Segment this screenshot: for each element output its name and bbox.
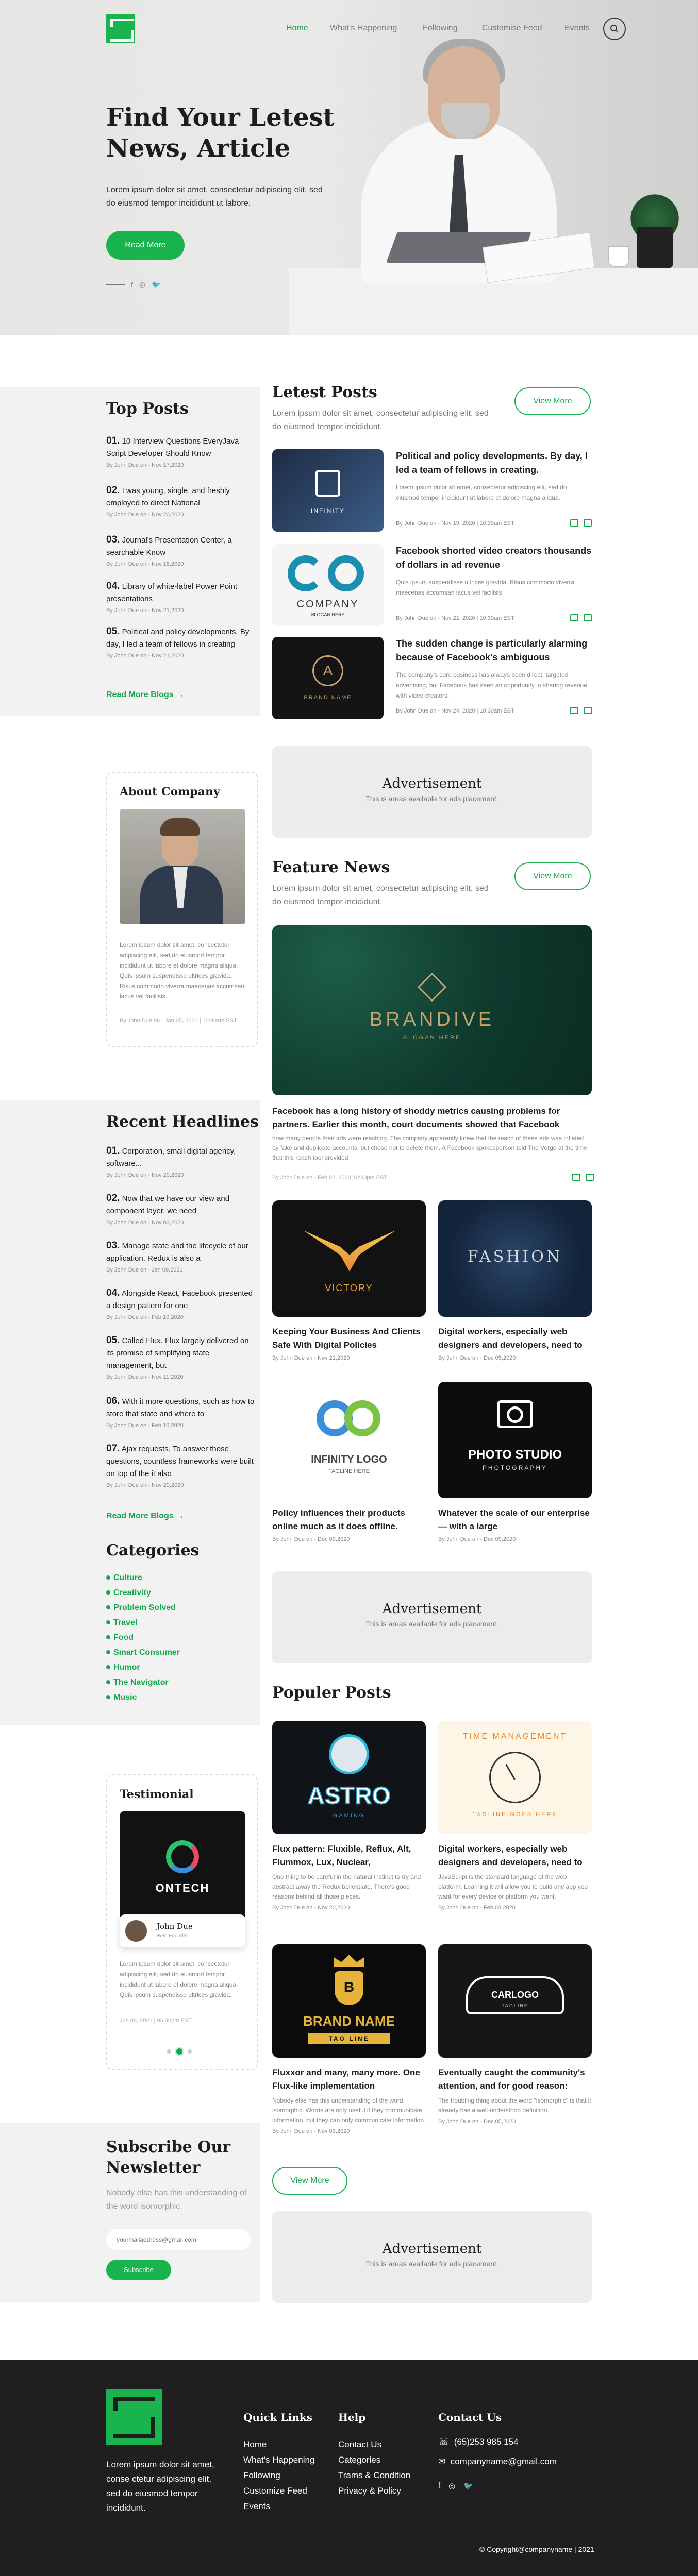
card-title: Whatever the scale of our enterprise — with a large bbox=[438, 1508, 590, 1531]
post-number: 02. bbox=[106, 485, 120, 496]
card-logo-sub: PHOTOGRAPHY bbox=[482, 1464, 548, 1471]
card-logo-sub: TAGLINE HERE bbox=[328, 1468, 370, 1475]
twitter-icon[interactable]: 🐦 bbox=[463, 2482, 473, 2490]
card-logo-text: TIME MANAGEMENT bbox=[462, 1732, 568, 1741]
footer-link-events[interactable]: Events bbox=[243, 2501, 270, 2511]
latest-posts-subtitle: Lorem ipsum dolor sit amet, consectetur adipiscing elit, sed do eiusmod tempor incididunt. bbox=[272, 409, 489, 431]
subscribe-text: Nobody else has this understanding of the word isomorphic. bbox=[106, 2189, 247, 2211]
instagram-icon[interactable]: ◎ bbox=[448, 2482, 456, 2490]
footer-quick-links-title: Quick Links bbox=[243, 2411, 312, 2424]
company-logo-g-icon bbox=[288, 555, 324, 591]
post-meta: By John Due on - Nov 20,2020 bbox=[106, 1172, 184, 1178]
footer-email[interactable] bbox=[438, 2456, 557, 2467]
feature-main-title[interactable]: Facebook has a long history of shoddy metrics causing problems for partners. Earlier this month, court documents showed that Facebook bbox=[272, 1106, 560, 1129]
hero-cup bbox=[608, 246, 629, 267]
comment-icon[interactable] bbox=[570, 519, 578, 527]
ad-title: Advertisement bbox=[382, 776, 482, 791]
headline-item[interactable] bbox=[106, 1395, 256, 1429]
post-title: Corporation, small digital agency, software... bbox=[106, 1147, 236, 1168]
top-post-item[interactable] bbox=[106, 625, 256, 659]
card-logo-sub: TAG LINE bbox=[308, 2033, 390, 2044]
category-humor[interactable]: Humor bbox=[106, 1660, 180, 1675]
footer-link-customize-feed[interactable]: Customize Feed bbox=[243, 2486, 307, 2496]
pagination-dot[interactable] bbox=[167, 2049, 171, 2054]
shield-icon: B bbox=[335, 1971, 363, 2005]
comment-icon[interactable] bbox=[570, 707, 578, 714]
latest-news-item[interactable] bbox=[272, 449, 592, 533]
feature-news-title: Feature News bbox=[272, 858, 390, 876]
card-logo-text: VICTORY bbox=[325, 1283, 373, 1293]
about-text: Lorem ipsum dolor sit amet, consectetur adipiscing elit, sed do eiusmod tempor incididunt ut labore et dolore magna aliqua. Quis ipsum suspendisse ultrices gravida. Risus commodo viverra maecenas accumsan lacus vel facilisis. bbox=[120, 941, 245, 1000]
hero-social-links bbox=[106, 280, 161, 289]
post-meta: By John Due on - Nov 20,2020 bbox=[106, 1482, 184, 1488]
top-post-item[interactable] bbox=[106, 580, 256, 614]
news-title: Facebook shorted video creators thousands of dollars in ad revenue bbox=[396, 546, 592, 570]
card-image bbox=[438, 1382, 592, 1498]
latest-view-more-button[interactable]: View More bbox=[514, 387, 591, 415]
ad-text: This is areas available for ads placement. bbox=[365, 1620, 498, 1628]
card-logo-text: BRAND NAME bbox=[303, 2013, 395, 2029]
footer-link-terms[interactable]: Trams & Condition bbox=[338, 2470, 411, 2480]
search-button[interactable] bbox=[603, 18, 626, 40]
search-icon bbox=[610, 24, 619, 33]
advertisement-box bbox=[272, 2211, 592, 2303]
post-number: 04. bbox=[106, 1287, 120, 1298]
news-title: The sudden change is particularly alarming because of Facebook's ambiguous bbox=[396, 638, 588, 663]
footer-about-text: Lorem ipsum dolor sit amet, conse ctetur adipiscing elit, sed do eiusmod tempor incididunt. bbox=[106, 2460, 214, 2513]
share-icon[interactable] bbox=[586, 1174, 594, 1181]
nav-customise-feed[interactable]: Customise Feed bbox=[482, 24, 542, 32]
post-title: Library of white-label Power Point presentations bbox=[106, 582, 238, 603]
read-more-label: Read More Blogs bbox=[106, 690, 174, 699]
read-more-label: Read More Blogs bbox=[106, 1512, 174, 1520]
news-meta: By John Due on - Nov 24, 2020 | 10:30am EST bbox=[396, 708, 514, 714]
card-meta: By John Due on - Nov 03,2020 bbox=[272, 2128, 350, 2134]
card-title: Flux pattern: Fluxible, Reflux, Alt, Flummox, Lux, Nuclear, bbox=[272, 1844, 411, 1867]
hero-read-more-button[interactable]: Read More bbox=[106, 231, 185, 260]
subscribe-button[interactable]: Subscribe bbox=[106, 2260, 171, 2280]
post-number: 03. bbox=[106, 1240, 120, 1251]
ad-title: Advertisement bbox=[382, 1601, 482, 1617]
card-logo-text: CARLOGO bbox=[491, 1990, 539, 2000]
feature-main-meta: By John Due on - Feb 02, 2020 10:30pm EST bbox=[272, 1175, 388, 1181]
phone-icon: ☏ bbox=[438, 2437, 450, 2447]
clock-icon bbox=[489, 1752, 541, 1803]
post-title: Manage state and the lifecycle of our application. Redux is also a bbox=[106, 1242, 248, 1263]
testimonial-meta: Jun 08, 2021 | 06:30pm EST bbox=[120, 2018, 192, 2024]
card-logo-text: ASTRO bbox=[307, 1782, 391, 1809]
post-meta: By John Due on - Feb 10,2020 bbox=[106, 1422, 184, 1429]
footer-copyright: © Copyright@companyname | 2021 bbox=[479, 2545, 594, 2553]
thumbnail-logo-text: COMPANY bbox=[296, 599, 359, 610]
popular-posts-title: Populer Posts bbox=[272, 1684, 391, 1702]
top-posts-title: Top Posts bbox=[106, 400, 189, 418]
card-image bbox=[438, 1944, 592, 2058]
card-image bbox=[272, 1382, 426, 1498]
site-logo[interactable] bbox=[106, 14, 135, 43]
post-number: 06. bbox=[106, 1396, 120, 1406]
post-meta: By John Due on - Nov 21,2020 bbox=[106, 607, 184, 614]
footer-help-links bbox=[338, 2437, 410, 2499]
popular-card[interactable] bbox=[272, 1721, 426, 1911]
footer-link-home[interactable]: Home bbox=[243, 2439, 267, 2449]
footer-phone[interactable] bbox=[438, 2437, 519, 2447]
facebook-icon[interactable]: f bbox=[438, 2481, 441, 2490]
about-photo bbox=[120, 809, 245, 924]
feature-card[interactable] bbox=[438, 1382, 592, 1543]
card-title: Digital workers, especially web designers and developers, need to bbox=[438, 1327, 583, 1350]
top-post-item[interactable] bbox=[106, 534, 256, 567]
post-number: 07. bbox=[106, 1443, 120, 1454]
about-title: About Company bbox=[120, 785, 220, 799]
latest-news-item[interactable] bbox=[272, 637, 592, 720]
latest-news-item[interactable] bbox=[272, 544, 592, 628]
card-meta: By John Due on - Dec 09,2020 bbox=[438, 1536, 516, 1543]
headline-item[interactable] bbox=[106, 1240, 256, 1273]
category-creativity[interactable]: Creativity bbox=[106, 1585, 180, 1600]
testimonial-text: Lorem ipsum dolor sit amet, consectetur adipiscing elit, sed do eiusmod tempor incididunt ut labore et dolore magna aliqua. Quis ipsum suspendisse ultrices gravida. bbox=[120, 1960, 238, 1998]
post-meta: By John Due on - Jan 09,2021 bbox=[106, 1267, 183, 1273]
footer-logo[interactable] bbox=[106, 2389, 162, 2445]
post-title: Now that we have our view and component layer, we need bbox=[106, 1194, 230, 1215]
card-logo-sub: TAGLINE bbox=[502, 2003, 528, 2008]
card-meta: By John Due on - Nov 20,2020 bbox=[272, 1905, 350, 1911]
post-number: 01. bbox=[106, 1145, 120, 1156]
recent-headlines-title: Recent Headlines bbox=[106, 1113, 259, 1131]
nav-home[interactable]: Home bbox=[286, 24, 308, 32]
nav-events[interactable]: Events bbox=[564, 24, 590, 32]
headline-item[interactable] bbox=[106, 1334, 256, 1380]
top-post-item[interactable] bbox=[106, 484, 256, 518]
feature-main-image[interactable] bbox=[272, 925, 592, 1095]
category-food[interactable]: Food bbox=[106, 1630, 180, 1645]
hero-title: Find Your Letest News, Article bbox=[106, 103, 335, 163]
headlines-read-more-link[interactable] bbox=[106, 1512, 184, 1521]
card-title: Digital workers, especially web designers and developers, need to bbox=[438, 1844, 583, 1867]
card-desc: The troubling thing about the word "isomorphic" is that it already has a well-understood definition. bbox=[438, 2097, 591, 2114]
post-meta: By John Due on - Nov 11,2020 bbox=[106, 1374, 184, 1380]
post-number: 04. bbox=[106, 581, 120, 591]
infinity-logo-icon bbox=[315, 470, 340, 497]
popular-card[interactable] bbox=[272, 1944, 426, 2134]
card-logo-sub: TAGLINE GOES HERE bbox=[472, 1811, 558, 1818]
thumbnail-logo-text: INFINITY bbox=[311, 507, 345, 514]
post-number: 03. bbox=[106, 534, 120, 545]
post-title: I was young, single, and freshly employed to direct National bbox=[106, 486, 230, 507]
card-image bbox=[272, 1944, 426, 2058]
ad-text: This is areas available for ads placement. bbox=[365, 2260, 498, 2268]
category-smart-consumer[interactable]: Smart Consumer bbox=[106, 1645, 180, 1660]
ad-title: Advertisement bbox=[382, 2241, 482, 2257]
post-meta: By John Due on - Nov 21,2020 bbox=[106, 653, 184, 659]
feature-news-subtitle: Lorem ipsum dolor sit amet, consectetur adipiscing elit, sed do eiusmod tempor incididunt. bbox=[272, 884, 489, 906]
categories-title: Categories bbox=[106, 1541, 200, 1560]
crown-icon bbox=[334, 1955, 364, 1967]
subscribe-panel bbox=[0, 2123, 260, 2302]
category-the-navigator[interactable]: The Navigator bbox=[106, 1675, 180, 1690]
category-culture[interactable]: Culture bbox=[106, 1570, 180, 1585]
post-title: With it more questions, such as how to store that state and where to bbox=[106, 1397, 255, 1418]
footer-link-categories[interactable]: Categories bbox=[338, 2455, 381, 2465]
news-thumbnail bbox=[272, 544, 384, 626]
thumbnail-logo-sub: SLOGAN HERE bbox=[311, 612, 345, 617]
categories-list bbox=[106, 1570, 180, 1705]
phone-text: (65)253 985 154 bbox=[454, 2437, 519, 2447]
footer-social-links bbox=[438, 2481, 473, 2490]
pagination-dot[interactable] bbox=[188, 2049, 192, 2054]
card-image bbox=[272, 1200, 426, 1317]
footer bbox=[0, 2360, 698, 2576]
hero-plant-pot bbox=[637, 227, 673, 268]
category-problem-solved[interactable]: Problem Solved bbox=[106, 1600, 180, 1615]
news-desc: Lorem ipsum dolor sit amet, consectetur adipiscing elit, sed do eiusmod tempor incididunt ut labore et dolore magna aliqua. bbox=[396, 484, 567, 501]
ad-text: This is areas available for ads placement. bbox=[365, 794, 498, 803]
card-logo-text: INFINITY LOGO bbox=[311, 1454, 387, 1465]
news-thumbnail bbox=[272, 449, 384, 532]
sidebar-lower-panel bbox=[0, 1100, 260, 1725]
feature-brand-text: BRANDIVE bbox=[369, 1009, 495, 1030]
company-logo-o-icon bbox=[328, 555, 364, 591]
about-meta: By John Due on - Jan 05, 2021 | 10:30am EST bbox=[120, 1018, 237, 1024]
post-meta: By John Due on - Nov 20,2020 bbox=[106, 512, 184, 518]
post-number: 02. bbox=[106, 1193, 120, 1204]
card-desc: JavaScript is the standard language of the web platform. Learning it will allow you to build any app you want for every device or platform you want. bbox=[438, 1873, 588, 1900]
news-desc: Quis ipsum suspendisse ultrices gravida. Risus commodo viverra maecenas accumsan lacus vel facilisis. bbox=[396, 579, 575, 596]
pagination-dot-active[interactable] bbox=[176, 2048, 182, 2055]
headline-item[interactable] bbox=[106, 1145, 256, 1178]
card-title: Keeping Your Business And Clients Safe With Digital Policies bbox=[272, 1327, 421, 1350]
email-text: companyname@gmail.com bbox=[450, 2456, 557, 2466]
popular-card[interactable] bbox=[438, 1944, 592, 2125]
facebook-icon[interactable]: f bbox=[131, 280, 133, 289]
post-number: 05. bbox=[106, 1335, 120, 1346]
thumbnail-logo-text: BRAND NAME bbox=[304, 694, 352, 701]
comment-icon[interactable] bbox=[570, 614, 578, 621]
card-logo-text: FASHION bbox=[467, 1248, 563, 1266]
card-meta: By John Due on - Dec 05,2020 bbox=[438, 1355, 516, 1361]
hero-text: Lorem ipsum dolor sit amet, consectetur adipiscing elit, sed do eiusmod tempor incididunt ut labore. bbox=[106, 185, 323, 208]
feature-view-more-button[interactable]: View More bbox=[514, 862, 591, 890]
share-icon[interactable] bbox=[584, 707, 592, 714]
card-image bbox=[438, 1721, 592, 1834]
news-meta: By John Due on - Nov 21, 2020 | 10:30am EST bbox=[396, 615, 514, 621]
post-title: Alongside React, Facebook presented a design pattern for one bbox=[106, 1289, 253, 1310]
post-meta: By John Due on - Nov 16,2020 bbox=[106, 561, 184, 567]
hero-section bbox=[0, 0, 698, 335]
card-title: Fluxxor and many, many more. One Flux-like implementation bbox=[272, 2067, 420, 2091]
headline-item[interactable] bbox=[106, 1443, 256, 1488]
card-meta: By John Due on - Feb 03,2020 bbox=[438, 1905, 516, 1911]
card-desc: One thing to be careful in the natural instinct to try and abstract away the Redux boilerplate. There's good reasons behind all those pieces. bbox=[272, 1873, 421, 1900]
post-title: Political and policy developments. By day, I led a team of fellows in creating bbox=[106, 628, 250, 649]
testimonial-pagination bbox=[167, 2048, 192, 2055]
subscribe-title: Subscribe Our Newsletter bbox=[106, 2138, 231, 2177]
instagram-icon[interactable]: ◎ bbox=[139, 280, 146, 289]
news-desc: The company's core business has always been direct, targeted advertising, but Facebook has seen an opportunity in sharing revenue with video creators. bbox=[396, 671, 587, 699]
headline-item[interactable] bbox=[106, 1192, 256, 1226]
feature-main-desc: how many people their ads were reaching. The company apparently knew that the reach of these ads was inflated by fake and duplicate accounts, but chose not to delete them. A Facebook spokesperson told The Verge at the time that this reach tool provided bbox=[272, 1134, 587, 1161]
feature-card[interactable] bbox=[438, 1200, 592, 1361]
post-meta: By John Due on - Nov 03,2020 bbox=[106, 1219, 184, 1226]
card-logo-text: PHOTO STUDIO bbox=[468, 1448, 562, 1462]
ontech-logo-icon bbox=[166, 1840, 199, 1873]
advertisement-box bbox=[272, 746, 592, 838]
nav-following[interactable]: Following bbox=[423, 24, 458, 32]
top-posts-panel bbox=[0, 387, 260, 716]
category-music[interactable]: Music bbox=[106, 1690, 180, 1705]
advertisement-box bbox=[272, 1571, 592, 1663]
hero-divider bbox=[106, 284, 125, 285]
headline-item[interactable] bbox=[106, 1287, 256, 1320]
brand-crest-icon: A bbox=[312, 655, 343, 686]
post-title: 10 Interview Questions EveryJava Script Developer Should Know bbox=[106, 437, 239, 458]
card-logo-sub: GAMING bbox=[333, 1812, 365, 1819]
footer-link-whats-happening[interactable]: What's Happening bbox=[243, 2455, 315, 2465]
card-image bbox=[272, 1721, 426, 1834]
post-meta: By John Due on - Feb 10,2020 bbox=[106, 1314, 184, 1320]
astronaut-helmet-icon bbox=[329, 1734, 369, 1774]
footer-link-contact-us[interactable]: Contact Us bbox=[338, 2439, 382, 2449]
feature-card[interactable] bbox=[272, 1382, 426, 1543]
top-posts-read-more-link[interactable] bbox=[106, 690, 184, 700]
footer-help-title: Help bbox=[338, 2411, 366, 2424]
testimonial-logo-text: ONTECH bbox=[155, 1882, 210, 1894]
post-title: Called Flux. Flux largely delivered on its promise of simplifying state management, but bbox=[106, 1336, 249, 1370]
card-title: Eventually caught the community's attention, and for good reason: bbox=[438, 2067, 585, 2091]
card-meta: By John Due on - Dec 05,2020 bbox=[438, 2119, 516, 2125]
category-travel[interactable]: Travel bbox=[106, 1615, 180, 1630]
post-meta: By John Due on - Nov 17,2020 bbox=[106, 462, 184, 468]
post-title: Journal's Presentation Center, a searchable Know bbox=[106, 536, 232, 557]
author-role: Web Founder bbox=[157, 1933, 188, 1939]
victory-wings-icon bbox=[303, 1230, 396, 1272]
brandive-emblem-icon bbox=[418, 973, 447, 1002]
twitter-icon[interactable]: 🐦 bbox=[152, 280, 161, 289]
testimonial-title: Testimonial bbox=[120, 1788, 194, 1801]
post-number: 05. bbox=[106, 626, 120, 637]
infinity-ring-right-icon bbox=[344, 1400, 380, 1436]
post-title: Ajax requests. To answer those questions, countless frameworks were built on top of the it also bbox=[106, 1445, 254, 1478]
nav-whats-happening[interactable]: What's Happening bbox=[330, 24, 397, 32]
news-meta: By John Due on - Nov 19, 2020 | 10:30am EST bbox=[396, 520, 514, 527]
popular-card[interactable] bbox=[438, 1721, 592, 1911]
subscribe-email-input[interactable] bbox=[106, 2229, 251, 2250]
arrow-right-icon: → bbox=[176, 690, 185, 699]
feature-brand-sub: SLOGAN HERE bbox=[403, 1035, 461, 1041]
testimonial-card bbox=[106, 1774, 258, 2070]
share-icon[interactable] bbox=[584, 519, 592, 527]
mail-icon: ✉ bbox=[438, 2456, 446, 2466]
author-name: John Due bbox=[157, 1922, 193, 1931]
card-image bbox=[438, 1200, 592, 1317]
footer-contact-title: Contact Us bbox=[438, 2411, 502, 2424]
card-desc: Nobody else has this understanding of the word isomorphic. Words are only useful if they communicate information, but they can only communicate information. bbox=[272, 2097, 426, 2124]
footer-link-following[interactable]: Following bbox=[243, 2470, 280, 2480]
comment-icon[interactable] bbox=[572, 1174, 580, 1181]
popular-view-more-button[interactable]: View More bbox=[272, 2167, 347, 2195]
card-title: Policy influences their products online much as it does offline. bbox=[272, 1508, 405, 1531]
footer-link-privacy[interactable]: Privacy & Policy bbox=[338, 2486, 401, 2496]
post-number: 01. bbox=[106, 435, 120, 446]
share-icon[interactable] bbox=[584, 614, 592, 621]
top-post-item[interactable] bbox=[106, 435, 256, 468]
testimonial-author bbox=[120, 1914, 245, 1947]
feature-card[interactable] bbox=[272, 1200, 426, 1361]
about-company-card bbox=[106, 772, 258, 1047]
avatar bbox=[124, 1919, 148, 1943]
card-meta: By John Due on - Nov 21,2020 bbox=[272, 1355, 350, 1361]
card-meta: By John Due on - Dec 09,2020 bbox=[272, 1536, 350, 1543]
news-thumbnail bbox=[272, 637, 384, 719]
news-title: Political and policy developments. By day, I led a team of fellows in creating. bbox=[396, 451, 588, 475]
latest-posts-title: Letest Posts bbox=[272, 383, 377, 401]
footer-quick-links bbox=[243, 2437, 314, 2514]
arrow-right-icon: → bbox=[176, 1512, 185, 1520]
